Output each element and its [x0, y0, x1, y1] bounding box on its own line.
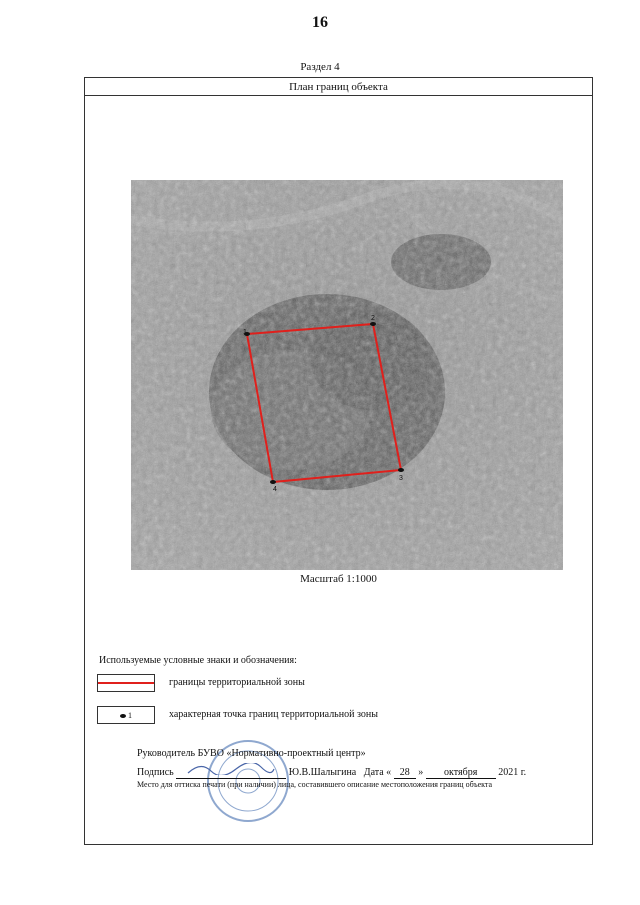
boundary-point-icon: [120, 711, 132, 720]
point-label-3: 3: [399, 475, 403, 482]
section-label: Раздел 4: [300, 61, 340, 73]
date-year: 2021 г.: [498, 767, 527, 778]
plan-frame: [84, 77, 593, 845]
legend-symbol-point: [97, 706, 155, 724]
stamp-note: Место для оттиска печати (при наличии) лица, составившего описание местоположения границ объекта: [137, 780, 493, 789]
date-day-close: »: [418, 767, 424, 778]
point-label-4: 4: [273, 486, 277, 493]
date-day: 28: [394, 767, 416, 779]
legend-point-number: 1: [128, 711, 132, 720]
point-label-2: 2: [371, 315, 375, 322]
date-label: Дата «: [363, 767, 392, 778]
handwritten-signature-icon: [186, 763, 276, 775]
legend-text-boundary: границы территориальной зоны: [169, 677, 305, 688]
boundary-point-3: [398, 468, 404, 472]
legend-symbol-boundary-line: [97, 674, 155, 692]
point-label-1: 1: [243, 329, 247, 336]
boundary-point-4: [270, 480, 276, 484]
boundary-point-2: [370, 322, 376, 326]
legend-heading: Используемые условные знаки и обозначения:: [99, 655, 297, 666]
scale-label: Масштаб 1:1000: [300, 573, 377, 585]
signature-label: Подпись: [137, 767, 174, 778]
date-month: октября: [426, 767, 496, 779]
plan-title: План границ объекта: [85, 78, 592, 96]
aerial-photo: [131, 180, 563, 570]
red-line-icon: [98, 682, 154, 684]
point-dot-icon: [120, 714, 126, 718]
page-number: 16: [312, 14, 328, 31]
signer-name: Ю.В.Шалыгина: [288, 767, 357, 778]
signature-line: [137, 763, 577, 779]
legend-text-point: характерная точка границ территориальной зоны: [169, 709, 378, 720]
signature-field: [176, 763, 286, 779]
signer-position: Руководитель БУВО «Нормативно-проектный центр»: [137, 748, 366, 759]
